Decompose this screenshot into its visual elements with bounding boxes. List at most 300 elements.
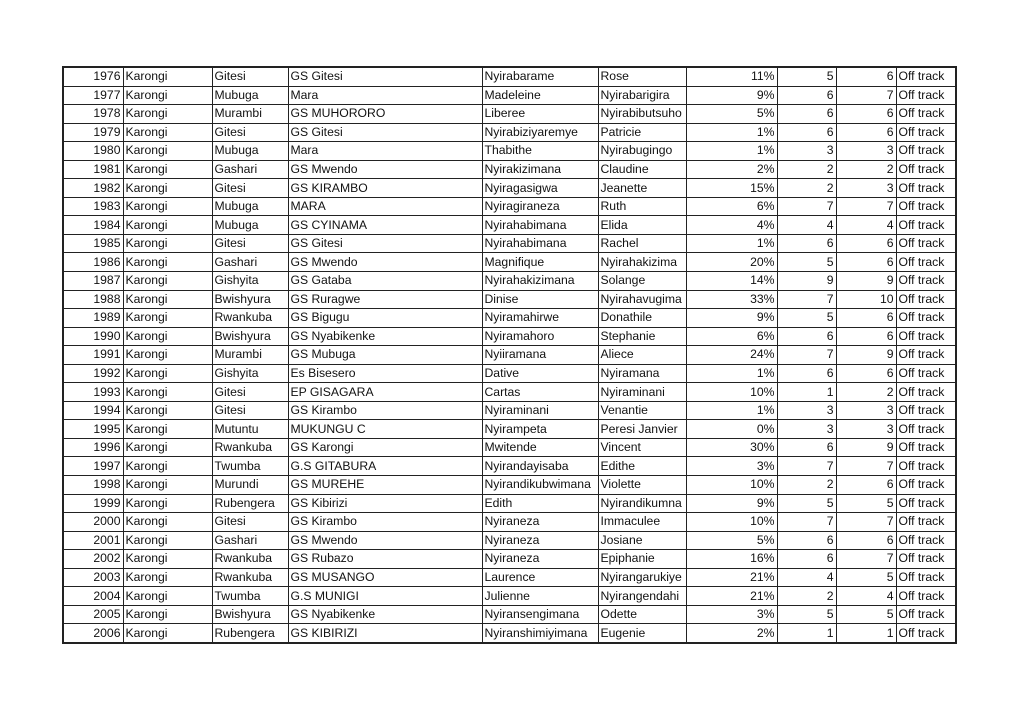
- cell-first-name: Elida: [598, 216, 686, 235]
- cell-sector: Gashari: [212, 160, 288, 179]
- cell-score-b: 3: [836, 142, 896, 161]
- cell-first-name: Nyirangendahi: [598, 587, 686, 606]
- cell-status: Off track: [896, 605, 956, 624]
- cell-school: GS Kibirizi: [288, 494, 482, 513]
- cell-sector: Rwankuba: [212, 550, 288, 569]
- cell-status: Off track: [896, 364, 956, 383]
- cell-score-a: 6: [777, 531, 836, 550]
- cell-first-name: Epiphanie: [598, 550, 686, 569]
- cell-score-a: 2: [777, 160, 836, 179]
- cell-score-a: 7: [777, 457, 836, 476]
- cell-sector: Gashari: [212, 531, 288, 550]
- cell-score-b: 7: [836, 513, 896, 532]
- cell-first-name: Venantie: [598, 401, 686, 420]
- table-row: [63, 476, 956, 495]
- cell-district: Karongi: [123, 531, 212, 550]
- cell-row-number: 1981: [63, 160, 123, 179]
- cell-score-a: 9: [777, 272, 836, 291]
- cell-district: Karongi: [123, 290, 212, 309]
- cell-score-b: 6: [836, 105, 896, 124]
- cell-sector: Murundi: [212, 476, 288, 495]
- cell-last-name: Madeleine: [482, 86, 598, 105]
- cell-sector: Gitesi: [212, 234, 288, 253]
- cell-status: Off track: [896, 142, 956, 161]
- cell-score-b: 5: [836, 494, 896, 513]
- table-row: [63, 197, 956, 216]
- cell-score-a: 6: [777, 550, 836, 569]
- table-row: [63, 290, 956, 309]
- cell-percentage: 21%: [686, 568, 777, 587]
- cell-score-a: 6: [777, 86, 836, 105]
- table-body: [63, 67, 956, 643]
- cell-school: MARA: [288, 197, 482, 216]
- cell-school: G.S GITABURA: [288, 457, 482, 476]
- cell-school: Es Bisesero: [288, 364, 482, 383]
- cell-district: Karongi: [123, 123, 212, 142]
- cell-status: Off track: [896, 513, 956, 532]
- cell-district: Karongi: [123, 197, 212, 216]
- table-row: [63, 568, 956, 587]
- table-row: [63, 364, 956, 383]
- cell-percentage: 5%: [686, 531, 777, 550]
- cell-last-name: Nyiraneza: [482, 513, 598, 532]
- table-row: [63, 179, 956, 198]
- cell-school: GS Gitesi: [288, 234, 482, 253]
- table-row: [63, 513, 956, 532]
- cell-score-a: 6: [777, 438, 836, 457]
- cell-percentage: 6%: [686, 327, 777, 346]
- cell-sector: Mubuga: [212, 216, 288, 235]
- cell-district: Karongi: [123, 494, 212, 513]
- cell-score-a: 3: [777, 142, 836, 161]
- cell-status: Off track: [896, 494, 956, 513]
- table-row: [63, 123, 956, 142]
- cell-percentage: 3%: [686, 457, 777, 476]
- cell-percentage: 3%: [686, 605, 777, 624]
- cell-status: Off track: [896, 123, 956, 142]
- cell-district: Karongi: [123, 86, 212, 105]
- cell-score-a: 1: [777, 624, 836, 643]
- cell-score-a: 7: [777, 513, 836, 532]
- cell-row-number: 1995: [63, 420, 123, 439]
- cell-score-a: 6: [777, 123, 836, 142]
- table-row: [63, 346, 956, 365]
- cell-first-name: Violette: [598, 476, 686, 495]
- cell-score-b: 3: [836, 420, 896, 439]
- cell-last-name: Thabithe: [482, 142, 598, 161]
- cell-first-name: Nyirahakizima: [598, 253, 686, 272]
- cell-school: GS MUSANGO: [288, 568, 482, 587]
- cell-sector: Bwishyura: [212, 290, 288, 309]
- cell-school: GS Kirambo: [288, 401, 482, 420]
- cell-last-name: Nyirahabimana: [482, 234, 598, 253]
- cell-status: Off track: [896, 86, 956, 105]
- cell-school: GS CYINAMA: [288, 216, 482, 235]
- table-row: [63, 142, 956, 161]
- cell-score-a: 5: [777, 253, 836, 272]
- cell-school: GS Rubazo: [288, 550, 482, 569]
- cell-row-number: 1994: [63, 401, 123, 420]
- cell-row-number: 1980: [63, 142, 123, 161]
- cell-school: GS Mubuga: [288, 346, 482, 365]
- cell-status: Off track: [896, 420, 956, 439]
- cell-status: Off track: [896, 624, 956, 643]
- cell-score-a: 6: [777, 364, 836, 383]
- cell-district: Karongi: [123, 438, 212, 457]
- cell-row-number: 1990: [63, 327, 123, 346]
- cell-row-number: 1996: [63, 438, 123, 457]
- cell-sector: Gitesi: [212, 401, 288, 420]
- cell-score-b: 3: [836, 401, 896, 420]
- cell-last-name: Nyirampeta: [482, 420, 598, 439]
- cell-first-name: Odette: [598, 605, 686, 624]
- cell-row-number: 1985: [63, 234, 123, 253]
- cell-school: GS Gitesi: [288, 67, 482, 86]
- cell-sector: Mubuga: [212, 86, 288, 105]
- cell-last-name: Nyiraneza: [482, 531, 598, 550]
- cell-first-name: Josiane: [598, 531, 686, 550]
- cell-score-a: 5: [777, 309, 836, 328]
- cell-row-number: 1991: [63, 346, 123, 365]
- table-row: [63, 624, 956, 643]
- cell-status: Off track: [896, 457, 956, 476]
- cell-district: Karongi: [123, 309, 212, 328]
- cell-row-number: 1997: [63, 457, 123, 476]
- table-row: [63, 327, 956, 346]
- cell-district: Karongi: [123, 364, 212, 383]
- cell-row-number: 2003: [63, 568, 123, 587]
- cell-status: Off track: [896, 290, 956, 309]
- cell-percentage: 1%: [686, 364, 777, 383]
- cell-status: Off track: [896, 272, 956, 291]
- cell-sector: Rubengera: [212, 624, 288, 643]
- cell-percentage: 15%: [686, 179, 777, 198]
- cell-first-name: Aliece: [598, 346, 686, 365]
- cell-first-name: Edithe: [598, 457, 686, 476]
- cell-first-name: Rachel: [598, 234, 686, 253]
- cell-row-number: 1977: [63, 86, 123, 105]
- cell-school: GS Mwendo: [288, 531, 482, 550]
- cell-status: Off track: [896, 197, 956, 216]
- cell-first-name: Stephanie: [598, 327, 686, 346]
- cell-status: Off track: [896, 253, 956, 272]
- cell-status: Off track: [896, 327, 956, 346]
- cell-status: Off track: [896, 234, 956, 253]
- cell-school: GS Karongi: [288, 438, 482, 457]
- cell-first-name: Nyiraminani: [598, 383, 686, 402]
- cell-score-b: 5: [836, 568, 896, 587]
- cell-first-name: Vincent: [598, 438, 686, 457]
- cell-last-name: Dinise: [482, 290, 598, 309]
- table-row: [63, 86, 956, 105]
- cell-status: Off track: [896, 568, 956, 587]
- cell-status: Off track: [896, 346, 956, 365]
- cell-score-a: 2: [777, 179, 836, 198]
- cell-sector: Gishyita: [212, 364, 288, 383]
- cell-school: GS Gataba: [288, 272, 482, 291]
- cell-first-name: Claudine: [598, 160, 686, 179]
- cell-status: Off track: [896, 67, 956, 86]
- cell-first-name: Nyirandikumna: [598, 494, 686, 513]
- cell-last-name: Mwitende: [482, 438, 598, 457]
- cell-last-name: Nyiraneza: [482, 550, 598, 569]
- cell-district: Karongi: [123, 383, 212, 402]
- cell-score-b: 6: [836, 327, 896, 346]
- cell-district: Karongi: [123, 67, 212, 86]
- cell-district: Karongi: [123, 550, 212, 569]
- cell-row-number: 2004: [63, 587, 123, 606]
- cell-score-a: 6: [777, 234, 836, 253]
- cell-first-name: Patricie: [598, 123, 686, 142]
- cell-score-b: 6: [836, 531, 896, 550]
- cell-row-number: 1988: [63, 290, 123, 309]
- cell-last-name: Nyiramahirwe: [482, 309, 598, 328]
- cell-district: Karongi: [123, 513, 212, 532]
- cell-row-number: 1983: [63, 197, 123, 216]
- cell-score-b: 6: [836, 476, 896, 495]
- cell-score-b: 5: [836, 605, 896, 624]
- cell-sector: Rubengera: [212, 494, 288, 513]
- cell-status: Off track: [896, 401, 956, 420]
- cell-score-b: 9: [836, 346, 896, 365]
- cell-score-b: 6: [836, 123, 896, 142]
- cell-last-name: Nyirahakizimana: [482, 272, 598, 291]
- cell-status: Off track: [896, 587, 956, 606]
- cell-sector: Gitesi: [212, 383, 288, 402]
- cell-sector: Rwankuba: [212, 309, 288, 328]
- cell-row-number: 2001: [63, 531, 123, 550]
- cell-score-b: 7: [836, 457, 896, 476]
- cell-score-b: 2: [836, 160, 896, 179]
- cell-last-name: Magnifique: [482, 253, 598, 272]
- table-row: [63, 160, 956, 179]
- table-row: [63, 531, 956, 550]
- cell-school: GS Kirambo: [288, 513, 482, 532]
- cell-last-name: Laurence: [482, 568, 598, 587]
- cell-first-name: Peresi Janvier: [598, 420, 686, 439]
- cell-row-number: 1978: [63, 105, 123, 124]
- cell-last-name: Dative: [482, 364, 598, 383]
- cell-district: Karongi: [123, 142, 212, 161]
- cell-sector: Gitesi: [212, 179, 288, 198]
- cell-school: GS Mwendo: [288, 160, 482, 179]
- cell-score-b: 1: [836, 624, 896, 643]
- table-row: [63, 383, 956, 402]
- cell-first-name: Solange: [598, 272, 686, 291]
- cell-last-name: Nyirabiziyaremye: [482, 123, 598, 142]
- cell-first-name: Nyirabugingo: [598, 142, 686, 161]
- cell-score-b: 9: [836, 272, 896, 291]
- cell-last-name: Nyiramahoro: [482, 327, 598, 346]
- cell-district: Karongi: [123, 420, 212, 439]
- cell-percentage: 0%: [686, 420, 777, 439]
- cell-sector: Bwishyura: [212, 605, 288, 624]
- cell-sector: Murambi: [212, 346, 288, 365]
- cell-sector: Twumba: [212, 587, 288, 606]
- cell-district: Karongi: [123, 401, 212, 420]
- cell-score-a: 4: [777, 216, 836, 235]
- cell-last-name: Nyiiramana: [482, 346, 598, 365]
- cell-status: Off track: [896, 531, 956, 550]
- cell-district: Karongi: [123, 476, 212, 495]
- cell-percentage: 1%: [686, 142, 777, 161]
- cell-district: Karongi: [123, 105, 212, 124]
- cell-score-b: 10: [836, 290, 896, 309]
- cell-score-a: 3: [777, 401, 836, 420]
- cell-school: GS Mwendo: [288, 253, 482, 272]
- table-row: [63, 309, 956, 328]
- cell-school: GS Nyabikenke: [288, 605, 482, 624]
- cell-last-name: Liberee: [482, 105, 598, 124]
- cell-district: Karongi: [123, 327, 212, 346]
- cell-row-number: 1979: [63, 123, 123, 142]
- cell-score-b: 6: [836, 364, 896, 383]
- cell-row-number: 1984: [63, 216, 123, 235]
- cell-sector: Rwankuba: [212, 568, 288, 587]
- cell-last-name: Nyiragasigwa: [482, 179, 598, 198]
- cell-percentage: 30%: [686, 438, 777, 457]
- cell-first-name: Ruth: [598, 197, 686, 216]
- cell-sector: Rwankuba: [212, 438, 288, 457]
- cell-score-b: 6: [836, 309, 896, 328]
- cell-score-b: 7: [836, 86, 896, 105]
- cell-score-b: 6: [836, 234, 896, 253]
- cell-school: EP GISAGARA: [288, 383, 482, 402]
- cell-school: GS MUREHE: [288, 476, 482, 495]
- cell-row-number: 1987: [63, 272, 123, 291]
- cell-status: Off track: [896, 105, 956, 124]
- cell-school: GS Ruragwe: [288, 290, 482, 309]
- cell-first-name: Nyirahavugima: [598, 290, 686, 309]
- cell-row-number: 1999: [63, 494, 123, 513]
- cell-district: Karongi: [123, 253, 212, 272]
- table-row: [63, 401, 956, 420]
- cell-row-number: 1989: [63, 309, 123, 328]
- cell-score-a: 2: [777, 476, 836, 495]
- cell-score-b: 6: [836, 253, 896, 272]
- cell-percentage: 9%: [686, 309, 777, 328]
- cell-status: Off track: [896, 179, 956, 198]
- cell-district: Karongi: [123, 179, 212, 198]
- table-row: [63, 605, 956, 624]
- cell-percentage: 10%: [686, 513, 777, 532]
- cell-score-a: 5: [777, 67, 836, 86]
- cell-last-name: Edith: [482, 494, 598, 513]
- cell-score-a: 7: [777, 197, 836, 216]
- cell-percentage: 21%: [686, 587, 777, 606]
- cell-sector: Bwishyura: [212, 327, 288, 346]
- data-table: [62, 66, 957, 644]
- cell-score-b: 4: [836, 216, 896, 235]
- cell-last-name: Nyiragiraneza: [482, 197, 598, 216]
- cell-last-name: Julienne: [482, 587, 598, 606]
- cell-district: Karongi: [123, 624, 212, 643]
- cell-first-name: Nyirangarukiye: [598, 568, 686, 587]
- cell-row-number: 2006: [63, 624, 123, 643]
- cell-percentage: 9%: [686, 494, 777, 513]
- cell-row-number: 1986: [63, 253, 123, 272]
- cell-percentage: 14%: [686, 272, 777, 291]
- cell-district: Karongi: [123, 587, 212, 606]
- table-row: [63, 67, 956, 86]
- cell-score-a: 2: [777, 587, 836, 606]
- cell-school: GS Nyabikenke: [288, 327, 482, 346]
- cell-school: GS Bigugu: [288, 309, 482, 328]
- cell-score-a: 1: [777, 383, 836, 402]
- table-row: [63, 494, 956, 513]
- cell-district: Karongi: [123, 457, 212, 476]
- cell-row-number: 1982: [63, 179, 123, 198]
- cell-last-name: Nyirakizimana: [482, 160, 598, 179]
- cell-row-number: 1993: [63, 383, 123, 402]
- cell-first-name: Immaculee: [598, 513, 686, 532]
- cell-sector: Gitesi: [212, 513, 288, 532]
- cell-sector: Gashari: [212, 253, 288, 272]
- cell-first-name: Donathile: [598, 309, 686, 328]
- cell-score-b: 7: [836, 550, 896, 569]
- cell-district: Karongi: [123, 346, 212, 365]
- cell-percentage: 9%: [686, 86, 777, 105]
- table-row: [63, 438, 956, 457]
- cell-last-name: Cartas: [482, 383, 598, 402]
- cell-row-number: 1998: [63, 476, 123, 495]
- cell-row-number: 1976: [63, 67, 123, 86]
- table-row: [63, 420, 956, 439]
- table-row: [63, 550, 956, 569]
- table-row: [63, 272, 956, 291]
- cell-percentage: 11%: [686, 67, 777, 86]
- cell-row-number: 2002: [63, 550, 123, 569]
- cell-district: Karongi: [123, 234, 212, 253]
- cell-school: G.S MUNIGI: [288, 587, 482, 606]
- cell-district: Karongi: [123, 568, 212, 587]
- cell-first-name: Nyiramana: [598, 364, 686, 383]
- cell-first-name: Nyirabibutsuho: [598, 105, 686, 124]
- cell-last-name: Nyirandikubwimana: [482, 476, 598, 495]
- cell-school: Mara: [288, 86, 482, 105]
- cell-score-b: 4: [836, 587, 896, 606]
- cell-sector: Twumba: [212, 457, 288, 476]
- table-row: [63, 216, 956, 235]
- table-row: [63, 234, 956, 253]
- cell-percentage: 10%: [686, 476, 777, 495]
- cell-score-b: 6: [836, 67, 896, 86]
- table-row: [63, 105, 956, 124]
- cell-score-a: 3: [777, 420, 836, 439]
- cell-percentage: 1%: [686, 123, 777, 142]
- cell-school: Mara: [288, 142, 482, 161]
- cell-status: Off track: [896, 476, 956, 495]
- cell-score-a: 7: [777, 346, 836, 365]
- cell-first-name: Rose: [598, 67, 686, 86]
- cell-score-a: 7: [777, 290, 836, 309]
- cell-percentage: 2%: [686, 624, 777, 643]
- cell-percentage: 1%: [686, 234, 777, 253]
- cell-percentage: 24%: [686, 346, 777, 365]
- cell-percentage: 5%: [686, 105, 777, 124]
- cell-percentage: 4%: [686, 216, 777, 235]
- cell-sector: Gitesi: [212, 67, 288, 86]
- cell-percentage: 10%: [686, 383, 777, 402]
- cell-sector: Murambi: [212, 105, 288, 124]
- table-row: [63, 587, 956, 606]
- cell-percentage: 33%: [686, 290, 777, 309]
- cell-sector: Gitesi: [212, 123, 288, 142]
- cell-status: Off track: [896, 309, 956, 328]
- cell-first-name: Nyirabarigira: [598, 86, 686, 105]
- cell-first-name: Eugenie: [598, 624, 686, 643]
- cell-score-a: 5: [777, 494, 836, 513]
